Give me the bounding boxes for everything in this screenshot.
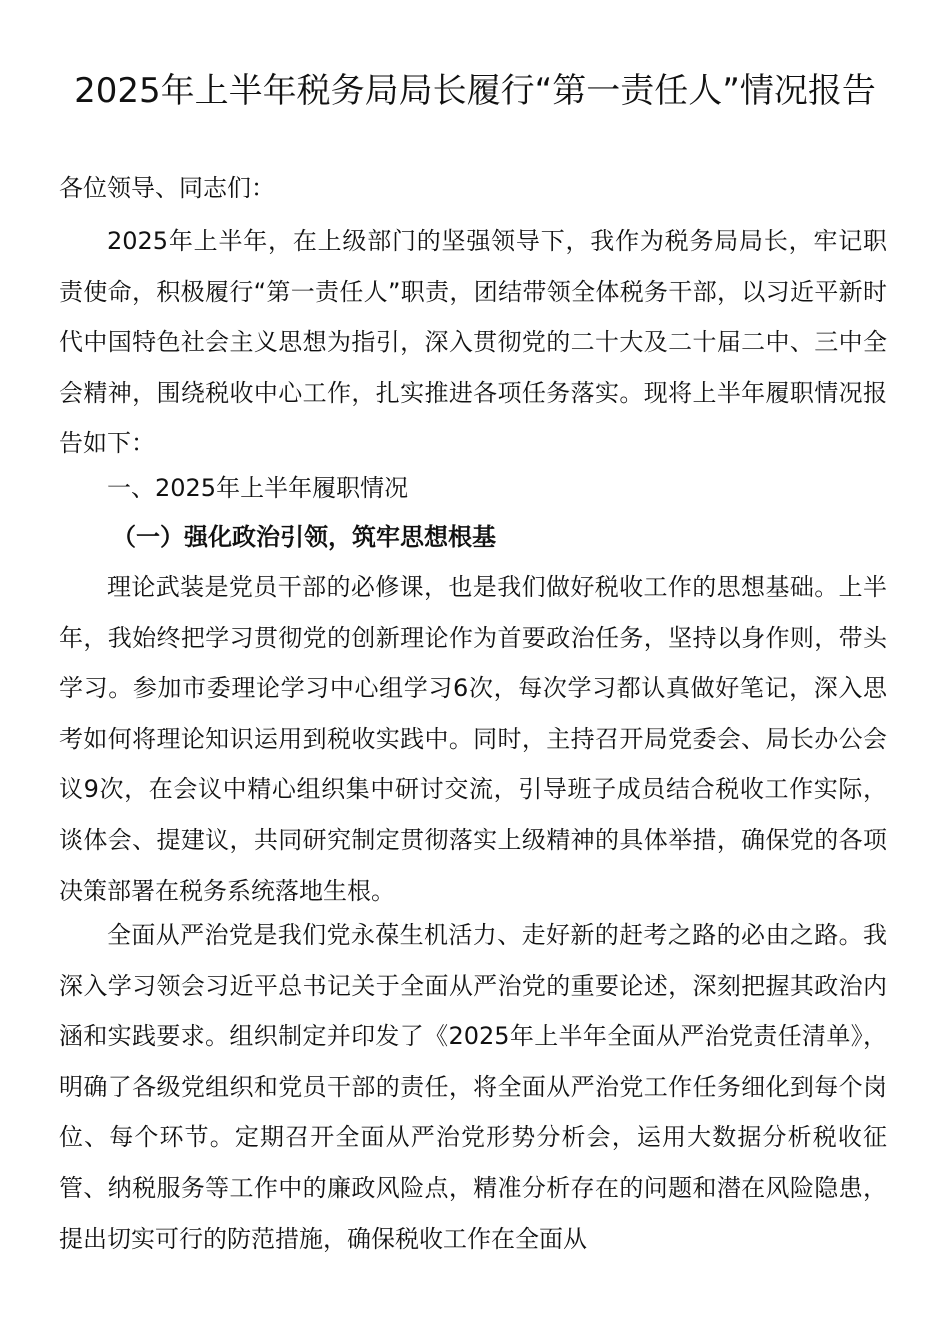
section-heading: 一、2025年上半年履职情况 [107, 474, 409, 502]
body-paragraph-2: 全面从严治党是我们党永葆生机活力、走好新的赶考之路的必由之路。我深入学习领会习近平总书记关于全面从严治党的重要论述，深刻把握其政治内涵和实践要求。组织制定并印发了《2025年上半年全面从严治党责任清单》，明确了各级党组织和党员干部的责任，将全面从严治党工作任务细化到每个岗位、每个环节。定期召开全面从严治党形势分析会，运用大数据分析税收征管、纳税服务等工作中的廉政风险点，精准分析存在的问题和潜在风险隐患，提出切实可行的防范措施，确保税收工作在全面从 [59, 921, 887, 1253]
body-paragraph-1: 理论武装是党员干部的必修课，也是我们做好税收工作的思想基础。上半年，我始终把学习贯彻党的创新理论作为首要政治任务，坚持以身作则，带头学习。参加市委理论学习中心组学习6次，每次学习都认真做好笔记，深入思考如何将理论知识运用到税收实践中。同时，主持召开局党委会、局长办公会议9次，在会议中精心组织集中研讨交流，引导班子成员结合税收工作实际，谈体会、提建议，共同研究制定贯彻落实上级精神的具体举措，确保党的各项决策部署在税务系统落地生根。 [59, 573, 887, 905]
document-title: 2025年上半年税务局局长履行“第一责任人”情况报告 [74, 71, 876, 111]
intro-paragraph: 2025年上半年，在上级部门的坚强领导下，我作为税务局局长，牢记职责使命，积极履行“第一责任人”职责，团结带领全体税务干部，以习近平新时代中国特色社会主义思想为指引，深入贯彻党的二十大及二十届二中、三中全会精神，围绕税收中心工作，扎实推进各项任务落实。现将上半年履职情况报告如下： [59, 227, 887, 458]
salutation: 各位领导、同志们： [59, 174, 275, 202]
subsection-heading: （一）强化政治引领，筑牢思想根基 [112, 523, 496, 551]
